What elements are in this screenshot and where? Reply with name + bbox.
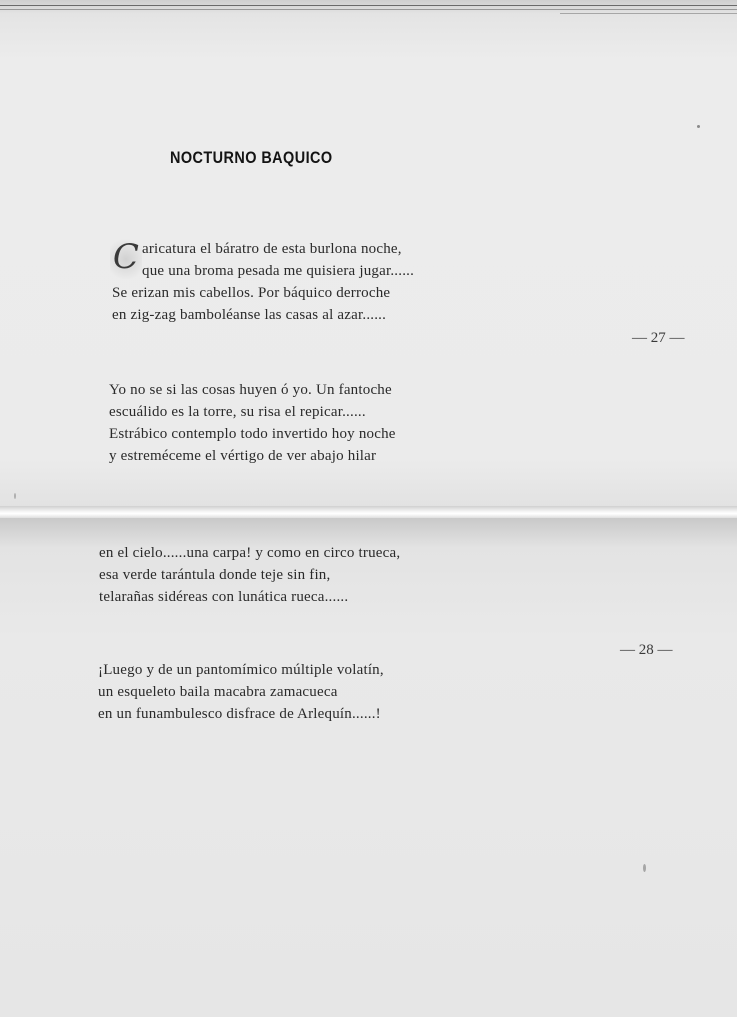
verse-line: Yo no se si las cosas huyen ó yo. Un fantoche <box>109 382 392 398</box>
ornate-dropcap: C <box>110 235 142 279</box>
poem-title: NOCTURNO BAQUICO <box>170 148 333 167</box>
verse-line: que una broma pesada me quisiera jugar...... <box>142 263 415 279</box>
verse-line: en un funambulesco disfrace de Arlequín......! <box>98 706 381 722</box>
stanza-1 <box>112 238 414 326</box>
stanza-2 <box>109 379 396 467</box>
verse-line: esa verde tarántula donde teje sin fin, <box>99 567 331 583</box>
first-line-with-dropcap <box>112 238 414 282</box>
verse-line: en zig-zag bamboléanse las casas al azar...... <box>112 307 387 323</box>
verse-line: y estreméceme el vértigo de ver abajo hilar <box>109 448 377 464</box>
paper-speck <box>14 493 16 499</box>
page-edge-line <box>560 13 737 14</box>
stanza-4 <box>98 659 384 725</box>
page-edge-line <box>0 5 737 6</box>
page-number-28: — 28 — <box>620 642 673 658</box>
page-edge-line <box>0 9 737 10</box>
lower-sheet <box>0 518 737 1017</box>
verse-line: Se erizan mis cabellos. Por báquico derroche <box>112 285 391 301</box>
verse-line: en el cielo......una carpa! y como en circo trueca, <box>99 545 401 561</box>
verse-line: escuálido es la torre, su risa el repicar...... <box>109 404 366 420</box>
verse-line: ¡Luego y de un pantomímico múltiple volatín, <box>98 662 384 678</box>
stanza-3 <box>99 542 400 608</box>
verse-line: telarañas sidéreas con lunática rueca...... <box>99 589 349 605</box>
page-number-27: — 27 — <box>632 330 685 346</box>
upper-sheet <box>0 0 737 508</box>
paper-speck <box>643 864 646 872</box>
paper-speck <box>697 125 700 128</box>
verse-line: Estrábico contemplo todo invertido hoy noche <box>109 426 396 442</box>
verse-line: un esqueleto baila macabra zamacueca <box>98 684 338 700</box>
verse-line: aricatura el báratro de esta burlona noche, <box>142 241 402 257</box>
